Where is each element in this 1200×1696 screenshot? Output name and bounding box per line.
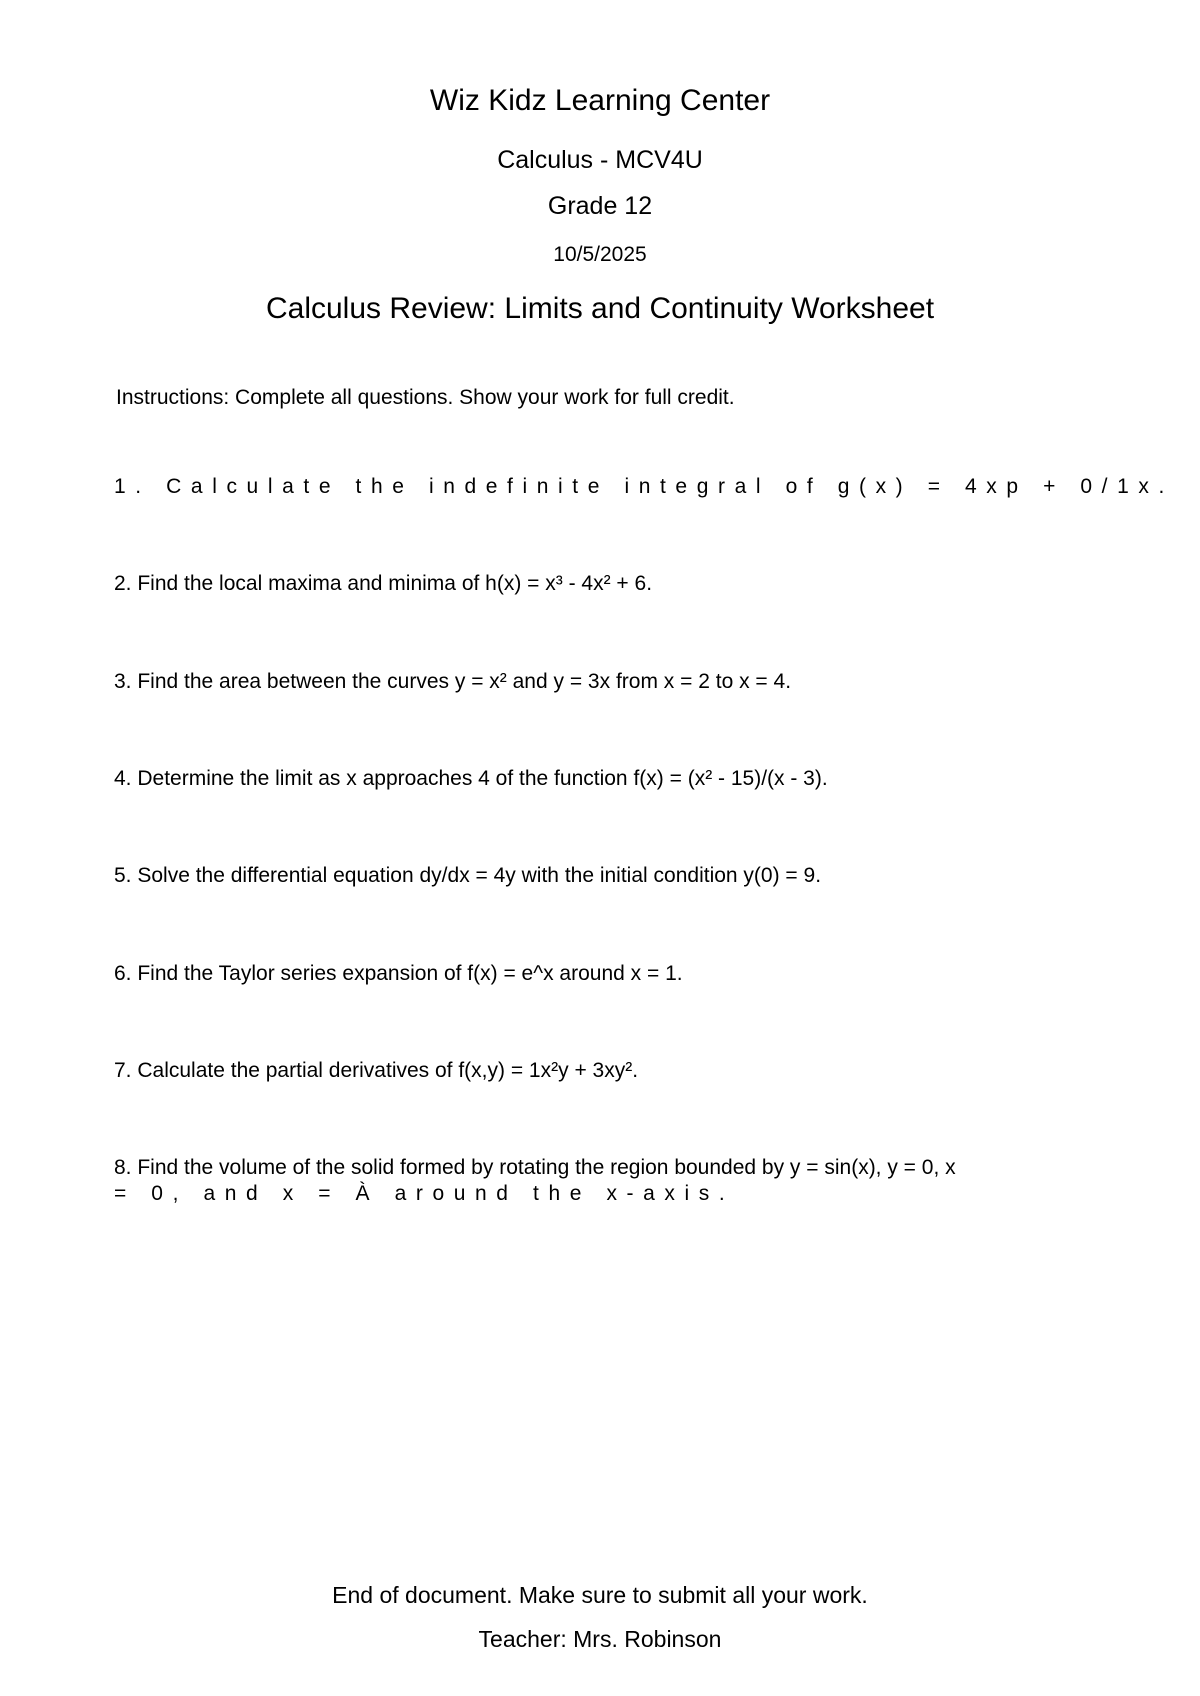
instructions: Instructions: Complete all questions. Show your work for full credit. [116, 386, 735, 409]
course-name: Calculus - MCV4U [497, 146, 703, 174]
question-8-line-1: 8. Find the volume of the solid formed by rotating the region bounded by y = sin(x), y = 0, x [114, 1156, 956, 1179]
worksheet-date: 10/5/2025 [553, 243, 647, 266]
question-8 [114, 1156, 1094, 1206]
question-3: 3. Find the area between the curves y = x² and y = 3x from x = 2 to x = 4. [114, 670, 792, 693]
question-2: 2. Find the local maxima and minima of h(x) = x³ - 4x² + 6. [114, 572, 653, 595]
footer-note: End of document. Make sure to submit all your work. [332, 1582, 868, 1608]
grade-level: Grade 12 [547, 192, 653, 220]
question-5: 5. Solve the differential equation dy/dx = 4y with the initial condition y(0) = 9. [114, 864, 822, 887]
question-8-line-2: = 0, and x = À around the x-axis. [114, 1182, 735, 1205]
teacher-name: Teacher: Mrs. Robinson [478, 1626, 722, 1652]
question-7: 7. Calculate the partial derivatives of f(x,y) = 1x²y + 3xy². [114, 1059, 639, 1082]
question-4: 4. Determine the limit as x approaches 4 of the function f(x) = (x² - 15)/(x - 3). [114, 767, 828, 790]
question-6: 6. Find the Taylor series expansion of f(x) = e^x around x = 1. [114, 962, 683, 985]
worksheet-title: Calculus Review: Limits and Continuity Worksheet [265, 292, 935, 325]
question-1: 1. Calculate the indefinite integral of g(x) = 4xp + 0/1x. [114, 475, 1174, 498]
school-name: Wiz Kidz Learning Center [429, 84, 771, 117]
